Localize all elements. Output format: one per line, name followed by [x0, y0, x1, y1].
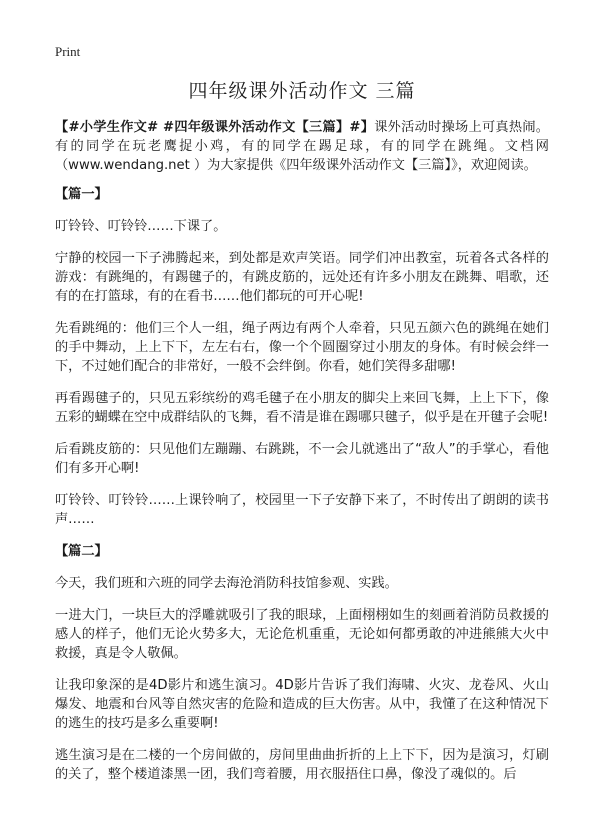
print-label: Print	[55, 44, 81, 59]
paragraph: 让我印象深的是4D影片和逃生演习。4D影片告诉了我们海啸、火灾、龙卷风、火山爆发、地震和台风等自然灾害的危险和造成的巨大伤害。从中，我懂了在这种情况下的逃生的技巧是多么重要啊!	[55, 678, 549, 731]
intro-paragraph	[55, 118, 549, 175]
paragraph: 今天，我们班和六班的同学去海沧消防科技馆参观、实践。	[55, 576, 398, 591]
paragraph: 叮铃铃、叮铃铃……上课铃响了，校园里一下子安静下来了，不时传出了朗朗的读书声……	[55, 493, 549, 527]
paragraph: 宁静的校园一下子沸腾起来，到处都是欢声笑语。同学们冲出教室，玩着各式各样的游戏：有跳绳的，有踢毽子的，有跳皮筋的，远处还有许多小朋友在跳舞、唱歌，还有的在打篮球，有的在看书……他们都玩的可开心呢!	[55, 251, 549, 304]
section-heading-2: 【篇二】	[55, 544, 108, 559]
document-body	[55, 78, 549, 797]
paragraph: 再看踢毽子的，只见五彩缤纷的鸡毛毽子在小朋友的脚尖上来回飞舞，上上下下，像五彩的蝴蝶在空中成群结队的飞舞，看不清是谁在踢哪只毽子，似乎是在开毽子会呢!	[55, 391, 549, 425]
paragraph: 叮铃铃、叮铃铃……下课了。	[55, 219, 227, 234]
paragraph: 后看跳皮筋的：只见他们左蹦蹦、右跳跳，不一会儿就逃出了“敌人”的手掌心，看他们有多开心啊!	[55, 442, 549, 476]
paragraph: 一进大门，一块巨大的浮雕就吸引了我的眼球，上面栩栩如生的刻画着消防员救援的感人的样子，他们无论火势多大，无论危机重重，无论如何都勇敢的冲进熊熊大火中救援，真是令人敬佩。	[55, 608, 549, 661]
paragraph: 逃生演习是在二楼的一个房间做的，房间里曲曲折折的上上下下，因为是演习，灯刷的关了，整个楼道漆黑一团，我们弯着腰，用衣服捂住口鼻，像没了魂似的。后	[55, 748, 549, 782]
paragraph: 先看跳绳的：他们三个人一组，绳子两边有两个人牵着，只见五颜六色的跳绳在她们的手中舞动，上上下下，左左右右，像一个个圆圈穿过小朋友的身体。有时候会绊一下，不过她们配合的非常好，一般不会绊倒。你看，她们笑得多甜哪!	[55, 321, 549, 374]
intro-tags: 【#小学生作文# #四年级课外活动作文【三篇】#】	[55, 120, 375, 135]
section-heading-1: 【篇一】	[55, 187, 108, 202]
intro-text: 课外活动时操场上可真热闹。有的同学在玩老鹰捉小鸡，有的同学在踢足球，有的同学在跳绳。文档网（www.wendang.net ）为大家提供《四年级课外活动作文【三篇】》，欢迎阅读。	[55, 120, 549, 173]
document-title: 四年级课外活动作文 三篇	[188, 80, 416, 102]
